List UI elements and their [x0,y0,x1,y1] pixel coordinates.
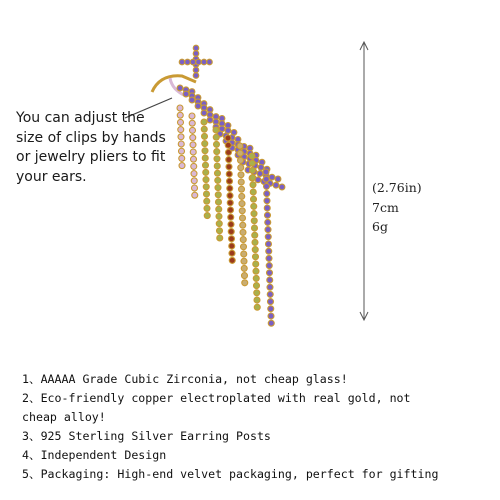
strand-gem [228,207,234,213]
adjustment-note-line: or jewelry pliers to fit [16,149,166,165]
strand-gem [202,141,208,147]
band-gem [257,171,263,177]
strand-gem [202,133,208,139]
strand-gem [265,234,271,240]
cross-gem [193,45,199,51]
strand-gem [225,135,231,141]
strand-gem [241,258,247,264]
strand-gem [189,120,195,126]
strand-gem [202,148,208,154]
strand-gem [214,163,220,169]
strand-gem [265,212,271,218]
strand-gem [242,280,248,286]
band-gem [275,176,281,182]
strand-gem [252,232,258,238]
strand-gem [178,141,184,147]
strand-gem [229,236,235,242]
cross-gem [190,59,196,65]
adjustment-note-line: You can adjust the [16,110,145,126]
strand-gem [203,162,209,168]
strand-gem [241,244,247,250]
strand-gem [239,193,245,199]
strand-gem [240,237,246,243]
strand-gem [264,183,270,189]
strand-gem [225,142,231,148]
strand-gem [227,193,233,199]
strand-gem [190,127,196,133]
strand-gem [226,149,232,155]
strand-gem [203,177,209,183]
strand-gem [268,299,274,305]
strand-gem [203,184,209,190]
feature-item: 4、Independent Design [22,448,167,462]
strand-gem [240,215,246,221]
strand-gem [216,213,222,219]
strand-gem [201,119,207,125]
strand-gem [237,150,243,156]
strand-gem [266,248,272,254]
strand-gem [179,155,185,161]
strand-gem [266,263,272,269]
cross-gem [185,59,191,65]
strand-gem [250,182,256,188]
strand-gem [254,283,260,289]
strand-gem [214,149,220,155]
strand-gem [251,203,257,209]
cross-gem [207,59,213,65]
feature-item: 2、Eco-friendly copper electroplated with real gold, not [22,391,411,405]
strand-gem [179,148,185,154]
strand-gem [266,241,272,247]
adjustment-note-line: size of clips by hands [16,129,166,146]
strand-gem [227,200,233,206]
band-gem [195,103,201,109]
strand-gem [249,160,255,166]
strand-gem [229,257,235,263]
strand-gem [227,185,233,191]
strand-gem [265,219,271,225]
strand-gem [191,156,197,162]
band-gem [269,174,275,180]
strand-gem [217,235,223,241]
strand-gem [215,192,221,198]
strand-gem [213,127,219,133]
strand-gem [215,170,221,176]
strand-gem [214,141,220,147]
strand-gem [267,291,273,297]
strand-gem [240,222,246,228]
strand-gem [263,169,269,175]
strand-gem [253,268,259,274]
strand-gem [226,171,232,177]
strand-gem [214,156,220,162]
cross-gem [179,59,185,65]
cross-gem [196,59,202,65]
strand-gem [190,142,196,148]
strand-gem [239,208,245,214]
length-cm: 7cm [372,199,399,215]
strand-gem [267,270,273,276]
strand-gem [252,247,258,253]
weight: 6g [372,219,388,234]
strand-gem [265,227,271,233]
strand-gem [203,169,209,175]
strand-gem [250,175,256,181]
strand-gem [191,178,197,184]
length-inches: (2.76in) [372,180,422,195]
strand-gem [240,229,246,235]
strand-gem [226,157,232,163]
strand-gem [201,126,207,132]
strand-gem [229,250,235,256]
cross-gem [193,73,199,79]
strand-gem [252,225,258,231]
feature-item: 1、AAAAA Grade Cubic Zirconia, not cheap glass! [22,372,348,386]
strand-gem [216,221,222,227]
strand-gem [177,112,183,118]
strand-gem [204,213,210,219]
strand-gem [264,198,270,204]
band-gem [201,110,207,116]
strand-gem [264,191,270,197]
strand-gem [204,205,210,211]
strand-gem [253,254,259,260]
strand-gem [251,196,257,202]
strand-gem [178,119,184,125]
strand-gem [204,191,210,197]
strand-gem [249,153,255,159]
dimensions-label [372,178,422,237]
band-gem [183,91,189,97]
band-gem [189,97,195,103]
feature-item: cheap alloy! [22,410,106,424]
strand-gem [250,167,256,173]
strand-gem [264,205,270,211]
strand-gem [178,127,184,133]
strand-gem [254,290,260,296]
cross-pendant [179,45,212,78]
length-dimension-arrow [360,42,368,320]
strand-gem [217,228,223,234]
feature-list [22,370,492,484]
strand-gem [239,201,245,207]
strand-gem [241,265,247,271]
band-gem [258,165,264,171]
strand-gem [215,185,221,191]
strand-gem [177,105,183,111]
strand-gem [263,176,269,182]
strand-gem [238,172,244,178]
strand-gem [228,214,234,220]
strand-gem [266,255,272,261]
strand-gem [216,199,222,205]
strand-gem [179,163,185,169]
strand-gem [215,177,221,183]
strand-gem [202,155,208,161]
strand-gem [228,229,234,235]
strand-gem [254,297,260,303]
feature-item: 3、925 Sterling Silver Earring Posts [22,429,271,443]
strand-gem [268,313,274,319]
tassel-strands [177,105,274,326]
strand-gem [238,165,244,171]
cross-gem [193,51,199,57]
strand-gem [227,178,233,184]
strand-gem [251,211,257,217]
strand-gem [253,275,259,281]
band-gem [279,184,285,190]
strand-gem [213,134,219,140]
strand-gem [229,243,235,249]
strand-gem [267,277,273,283]
strand-gem [267,284,273,290]
cross-gem [193,67,199,73]
band-gem [177,85,183,91]
strand-gem [191,171,197,177]
strand-gem [190,135,196,141]
strand-gem [192,185,198,191]
band-gem [273,182,279,188]
strand-gem [190,149,196,155]
strand-gem [238,179,244,185]
strand-gem [252,239,258,245]
strand-gem [228,221,234,227]
strand-gem [242,273,248,279]
strand-gem [239,186,245,192]
strand-gem [254,304,260,310]
strand-gem [268,306,274,312]
strand-gem [250,189,256,195]
strand-gem [191,163,197,169]
strand-gem [251,218,257,224]
adjustment-note-line: your ears. [16,168,87,185]
strand-gem [216,206,222,212]
strand-gem [238,157,244,163]
adjustment-note [16,109,176,187]
strand-gem [178,134,184,140]
strand-gem [189,113,195,119]
cross-gem [201,59,207,65]
strand-gem [253,261,259,267]
strand-gem [192,192,198,198]
strand-gem [204,198,210,204]
feature-item: 5、Packaging: High-end velvet packaging, perfect for gifting [22,467,439,481]
band-gem [207,117,213,123]
strand-gem [237,143,243,149]
strand-gem [268,320,274,326]
strand-gem [226,164,232,170]
strand-gem [241,251,247,257]
